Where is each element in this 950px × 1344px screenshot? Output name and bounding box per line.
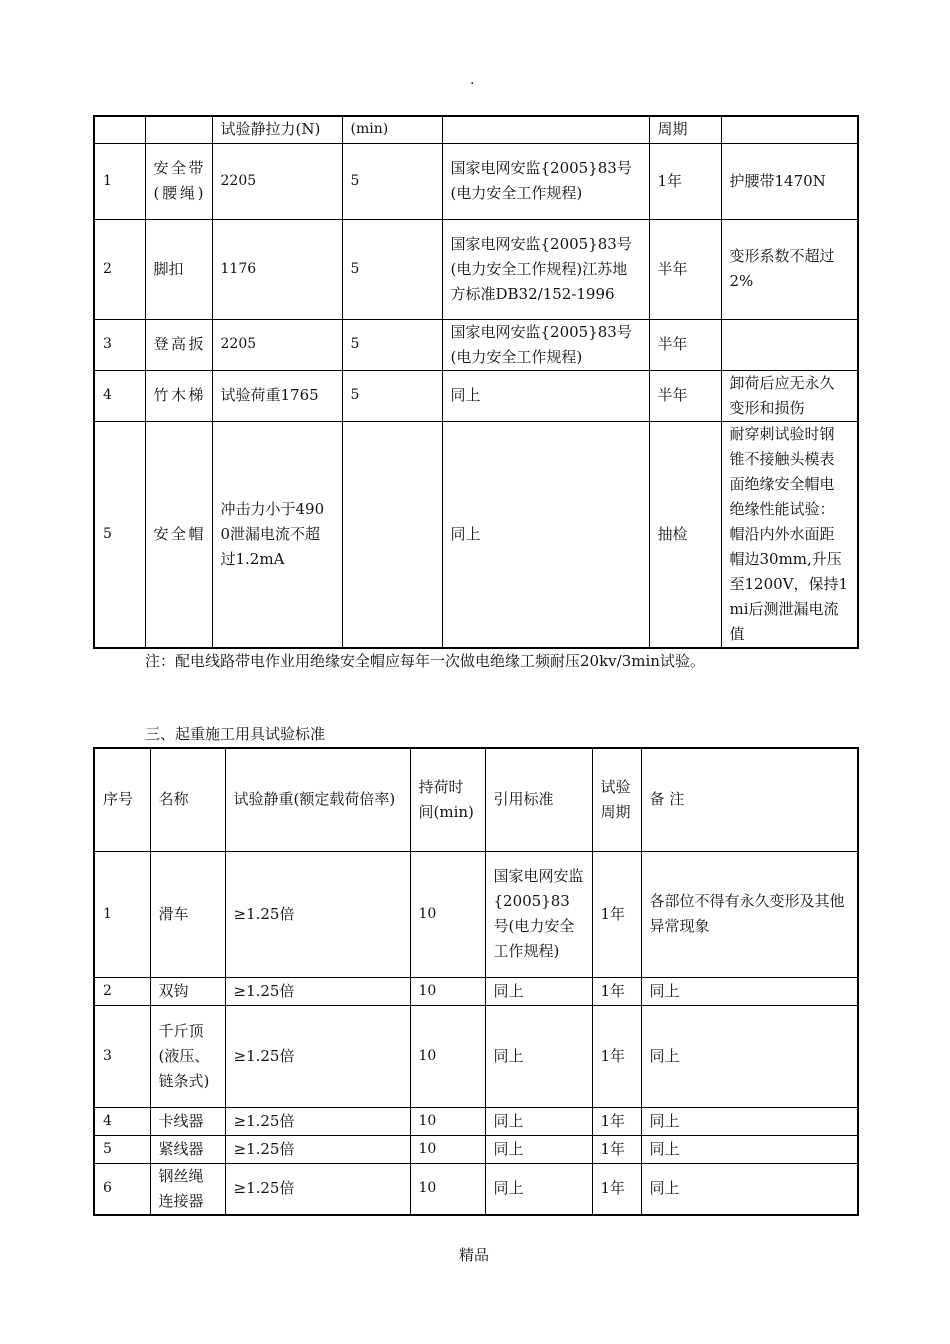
row-number: 4 — [94, 370, 145, 421]
row-number: 2 — [94, 977, 150, 1005]
reference-standard: 同上 — [485, 1163, 592, 1215]
test-load: ≥1.25倍 — [225, 1135, 410, 1163]
reference-standard: 国家电网安监{2005}83号(电力安全工作规程)江苏地方标准DB32/152-1996 — [442, 219, 649, 319]
header-no: 序号 — [94, 748, 150, 851]
reference-standard: 同上 — [485, 1135, 592, 1163]
item-name: 紧线器 — [150, 1135, 225, 1163]
table-row — [94, 219, 858, 319]
test-period: 1年 — [592, 1005, 641, 1107]
hold-time: 5 — [342, 319, 442, 370]
remark: 同上 — [641, 977, 858, 1005]
page-marker: . — [470, 72, 475, 88]
hold-time: 10 — [410, 1135, 485, 1163]
row-number: 1 — [94, 851, 150, 977]
test-force: 2205 — [212, 319, 342, 370]
header-cell: (min) — [342, 116, 442, 143]
item-name: 登高扳 — [145, 319, 212, 370]
table-row — [94, 851, 858, 977]
row-number: 1 — [94, 143, 145, 219]
reference-standard: 同上 — [442, 421, 649, 648]
test-period: 1年 — [592, 1135, 641, 1163]
header-load: 试验静重(额定载荷倍率) — [225, 748, 410, 851]
hold-time: 10 — [410, 1163, 485, 1215]
header-standard: 引用标准 — [485, 748, 592, 851]
row-number: 3 — [94, 1005, 150, 1107]
test-period: 1年 — [592, 1107, 641, 1135]
header-cell — [721, 116, 858, 143]
lifting-tools-table — [93, 747, 859, 1216]
reference-standard: 同上 — [442, 370, 649, 421]
item-name: 滑车 — [150, 851, 225, 977]
hold-time: 5 — [342, 370, 442, 421]
reference-standard: 国家电网安监{2005}83号(电力安全工作规程) — [442, 319, 649, 370]
item-name: 脚扣 — [145, 219, 212, 319]
item-name: 千斤顶(液压、链条式) — [150, 1005, 225, 1107]
row-number: 3 — [94, 319, 145, 370]
reference-standard: 同上 — [485, 977, 592, 1005]
item-name: 竹木梯 — [145, 370, 212, 421]
remark: 同上 — [641, 1005, 858, 1107]
item-name: 卡线器 — [150, 1107, 225, 1135]
test-force: 1176 — [212, 219, 342, 319]
table-row — [94, 143, 858, 219]
reference-standard: 国家电网安监{2005}83号(电力安全工作规程) — [442, 143, 649, 219]
table-footnote: 注：配电线路带电作业用绝缘安全帽应每年一次做电绝缘工频耐压20kv/3min试验。 — [145, 652, 705, 670]
item-name: 安全帽 — [145, 421, 212, 648]
test-load: ≥1.25倍 — [225, 1163, 410, 1215]
remark: 同上 — [641, 1135, 858, 1163]
test-load: ≥1.25倍 — [225, 1107, 410, 1135]
hold-time: 10 — [410, 1005, 485, 1107]
remark — [721, 319, 858, 370]
header-cell — [145, 116, 212, 143]
remark: 各部位不得有永久变形及其他异常现象 — [641, 851, 858, 977]
table-row — [94, 1005, 858, 1107]
header-cell: 试验静拉力(N) — [212, 116, 342, 143]
remark: 卸荷后应无永久变形和损伤 — [721, 370, 858, 421]
test-period: 半年 — [649, 319, 721, 370]
page-footer: 精品 — [459, 1246, 490, 1264]
table-header-row — [94, 748, 858, 851]
test-load: ≥1.25倍 — [225, 977, 410, 1005]
reference-standard: 国家电网安监{2005}83号(电力安全工作规程) — [485, 851, 592, 977]
test-period: 1年 — [592, 977, 641, 1005]
item-name: 安全带(腰绳) — [145, 143, 212, 219]
row-number: 2 — [94, 219, 145, 319]
test-load: ≥1.25倍 — [225, 1005, 410, 1107]
remark: 变形系数不超过2% — [721, 219, 858, 319]
header-time: 持荷时间(min) — [410, 748, 485, 851]
test-period: 抽检 — [649, 421, 721, 648]
reference-standard: 同上 — [485, 1107, 592, 1135]
test-period: 半年 — [649, 370, 721, 421]
test-period: 1年 — [649, 143, 721, 219]
header-remark: 备 注 — [641, 748, 858, 851]
header-cell — [442, 116, 649, 143]
table-row — [94, 319, 858, 370]
hold-time: 10 — [410, 1107, 485, 1135]
test-load: ≥1.25倍 — [225, 851, 410, 977]
remark: 同上 — [641, 1107, 858, 1135]
table-row — [94, 370, 858, 421]
hold-time: 5 — [342, 143, 442, 219]
row-number: 6 — [94, 1163, 150, 1215]
row-number: 4 — [94, 1107, 150, 1135]
hold-time: 5 — [342, 219, 442, 319]
test-period: 1年 — [592, 1163, 641, 1215]
header-period: 试验周期 — [592, 748, 641, 851]
hold-time: 10 — [410, 851, 485, 977]
test-period: 半年 — [649, 219, 721, 319]
test-force: 2205 — [212, 143, 342, 219]
table-row — [94, 1163, 858, 1215]
test-force: 试验荷重1765 — [212, 370, 342, 421]
hold-time — [342, 421, 442, 648]
table-row — [94, 977, 858, 1005]
table-row — [94, 1135, 858, 1163]
row-number: 5 — [94, 1135, 150, 1163]
remark: 护腰带1470N — [721, 143, 858, 219]
remark: 耐穿刺试验时钢锥不接触头模表面绝缘安全帽电绝缘性能试验：帽沿内外水面距帽边30mm,升压至1200V，保持1mi后测泄漏电流值 — [721, 421, 858, 648]
header-cell: 周期 — [649, 116, 721, 143]
table-row — [94, 1107, 858, 1135]
item-name: 双钩 — [150, 977, 225, 1005]
item-name: 钢丝绳连接器 — [150, 1163, 225, 1215]
section-title: 三、起重施工用具试验标准 — [145, 725, 326, 743]
reference-standard: 同上 — [485, 1005, 592, 1107]
row-number: 5 — [94, 421, 145, 648]
table-row — [94, 421, 858, 648]
test-force: 冲击力小于4900泄漏电流不超过1.2mA — [212, 421, 342, 648]
header-name: 名称 — [150, 748, 225, 851]
hold-time: 10 — [410, 977, 485, 1005]
safety-tools-table — [93, 115, 859, 649]
table-header-row — [94, 116, 858, 143]
remark: 同上 — [641, 1163, 858, 1215]
test-period: 1年 — [592, 851, 641, 977]
header-cell — [94, 116, 145, 143]
